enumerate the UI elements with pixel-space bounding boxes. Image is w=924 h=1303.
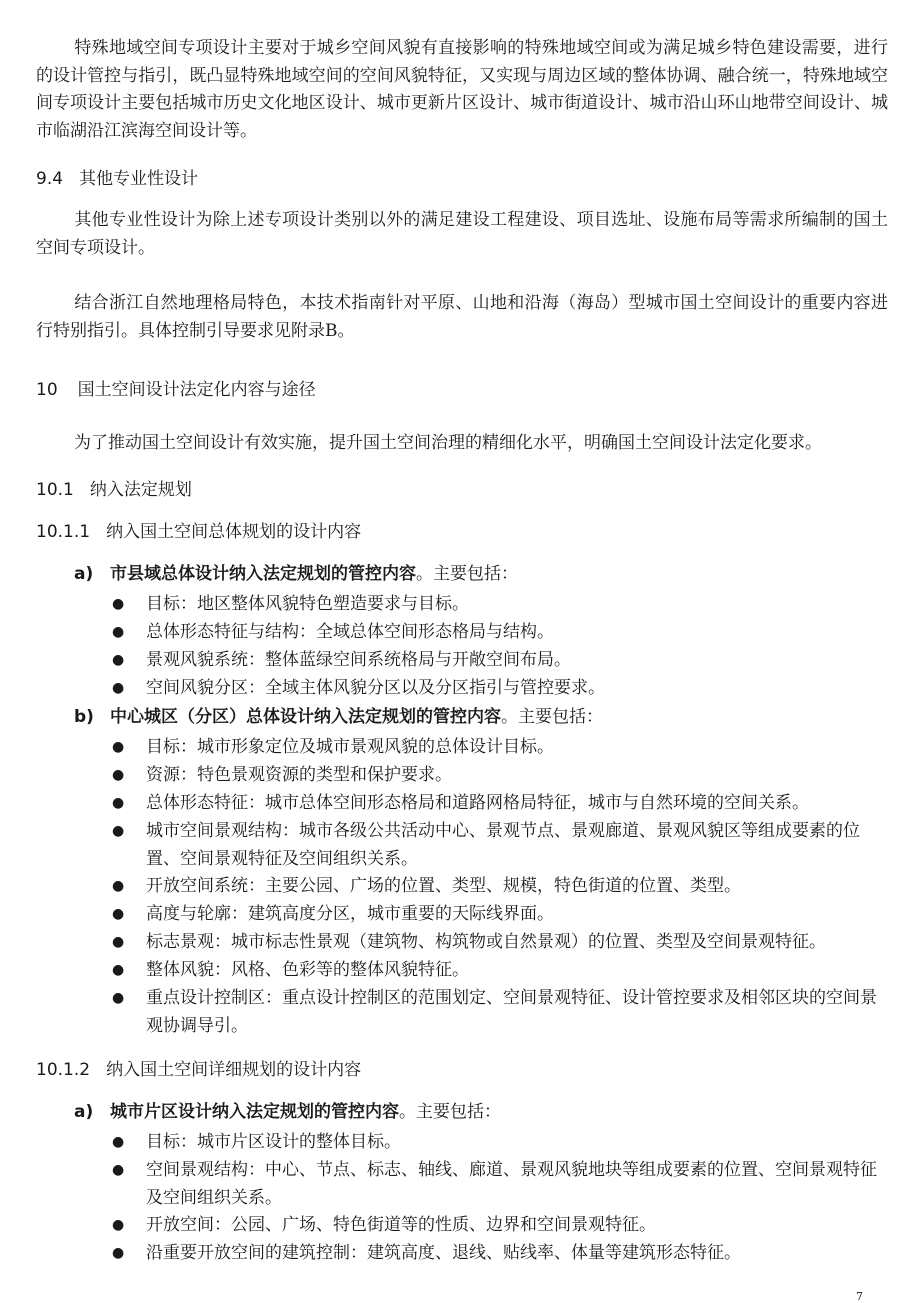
bullet-icon: ● [112, 934, 125, 950]
list-item [112, 1129, 882, 1157]
list-item [112, 647, 882, 675]
list-item-text: 开放空间：公园、广场、特色街道等的性质、边界和空间景观特征。 [146, 1215, 656, 1235]
list-item [112, 985, 882, 1040]
list-item [112, 762, 882, 790]
heading-10: 10 国土空间设计法定化内容与途径 [36, 380, 316, 400]
page-number: 7 [856, 1290, 863, 1303]
subsection-a-district: a) 城市片区设计纳入法定规划的管控内容。主要包括： [74, 1102, 501, 1122]
list-item-text: 沿重要开放空间的建筑控制：建筑高度、退线、贴线率、体量等建筑形态特征。 [146, 1243, 741, 1263]
list-item-text: 开放空间系统：主要公园、广场的位置、类型、规模，特色街道的位置、类型。 [146, 876, 741, 896]
list-item [112, 734, 882, 762]
list-item [112, 790, 882, 818]
bullet-icon: ● [112, 1162, 125, 1178]
list-item [112, 957, 882, 985]
paragraph-zhejiang: 结合浙江自然地理格局特色，本技术指南针对平原、山地和沿海（海岛）型城市国土空间设计的重要内容进行特别指引。具体控制引导要求见附录B。 [36, 293, 888, 341]
list-item [112, 929, 882, 957]
list-item-text: 目标：城市形象定位及城市景观风貌的总体设计目标。 [146, 737, 554, 757]
bullet-icon: ● [112, 624, 125, 640]
heading-9-4: 9.4 其他专业性设计 [36, 169, 199, 189]
bullet-icon: ● [112, 962, 125, 978]
list-item [112, 873, 882, 901]
heading-10-1-1: 10.1.1 纳入国土空间总体规划的设计内容 [36, 522, 362, 542]
bullet-icon: ● [112, 596, 125, 612]
list-item-text: 总体形态特征与结构：全域总体空间形态格局与结构。 [146, 622, 554, 642]
list-item [112, 619, 882, 647]
list-item-text: 目标：城市片区设计的整体目标。 [146, 1132, 401, 1152]
bullet-icon: ● [112, 680, 125, 696]
bullet-icon: ● [112, 1217, 125, 1233]
bullet-icon: ● [112, 990, 125, 1006]
list-item [112, 591, 882, 619]
list-item [112, 675, 882, 703]
heading-10-1: 10.1 纳入法定规划 [36, 480, 192, 500]
bullet-icon: ● [112, 739, 125, 755]
paragraph-legalization: 为了推动国土空间设计有效实施，提升国土空间治理的精细化水平，明确国土空间设计法定化要求。 [74, 433, 822, 453]
list-item-text: 重点设计控制区：重点设计控制区的范围划定、空间景观特征、设计管控要求及相邻区块的空间景观协调导引。 [146, 988, 877, 1036]
list-item [112, 1240, 882, 1268]
list-item [112, 1212, 882, 1240]
bullet-icon: ● [112, 906, 125, 922]
bullet-icon: ● [112, 1134, 125, 1150]
heading-10-1-2: 10.1.2 纳入国土空间详细规划的设计内容 [36, 1060, 362, 1080]
bullet-icon: ● [112, 823, 125, 839]
list-item-text: 整体风貌：风格、色彩等的整体风貌特征。 [146, 960, 469, 980]
paragraph-special-area-design: 特殊地域空间专项设计主要对于城乡空间风貌有直接影响的特殊地域空间或为满足城乡特色建设需要，进行的设计管控与指引，既凸显特殊地域空间的空间风貌特征，又实现与周边区域的整体协调、融合统一，特殊地域空间专项设计主要包括城市历史文化地区设计、城市更新片区设计、城市街道设计、城市沿山环山地带空间设计、城市临湖沿江滨海空间设计等。 [36, 38, 888, 141]
list-item-text: 资源：特色景观资源的类型和保护要求。 [146, 765, 452, 785]
list-item-text: 高度与轮廓：建筑高度分区，城市重要的天际线界面。 [146, 904, 554, 924]
list-item-text: 景观风貌系统：整体蓝绿空间系统格局与开敞空间布局。 [146, 650, 571, 670]
list-item-text: 目标：地区整体风貌特色塑造要求与目标。 [146, 594, 469, 614]
list-item-text: 总体形态特征：城市总体空间形态格局和道路网格局特征，城市与自然环境的空间关系。 [146, 793, 809, 813]
list-item [112, 901, 882, 929]
bullet-icon: ● [112, 878, 125, 894]
bullet-icon: ● [112, 795, 125, 811]
list-item-text: 城市空间景观结构：城市各级公共活动中心、景观节点、景观廊道、景观风貌区等组成要素的位置、空间景观特征及空间组织关系。 [146, 821, 860, 869]
subsection-a-county: a) 市县域总体设计纳入法定规划的管控内容。主要包括： [74, 564, 518, 584]
list-item-text: 空间景观结构：中心、节点、标志、轴线、廊道、景观风貌地块等组成要素的位置、空间景观特征及空间组织关系。 [146, 1160, 877, 1208]
bullet-icon: ● [112, 767, 125, 783]
bullet-icon: ● [112, 652, 125, 668]
list-item [112, 818, 882, 873]
bullet-icon: ● [112, 1245, 125, 1261]
paragraph-other-design: 其他专业性设计为除上述专项设计类别以外的满足建设工程建设、项目选址、设施布局等需求所编制的国土空间专项设计。 [36, 210, 888, 258]
list-item [112, 1157, 882, 1212]
list-item-text: 标志景观：城市标志性景观（建筑物、构筑物或自然景观）的位置、类型及空间景观特征。 [146, 932, 826, 952]
list-item-text: 空间风貌分区：全域主体风貌分区以及分区指引与管控要求。 [146, 678, 605, 698]
subsection-b-center: b) 中心城区（分区）总体设计纳入法定规划的管控内容。主要包括： [74, 707, 603, 727]
